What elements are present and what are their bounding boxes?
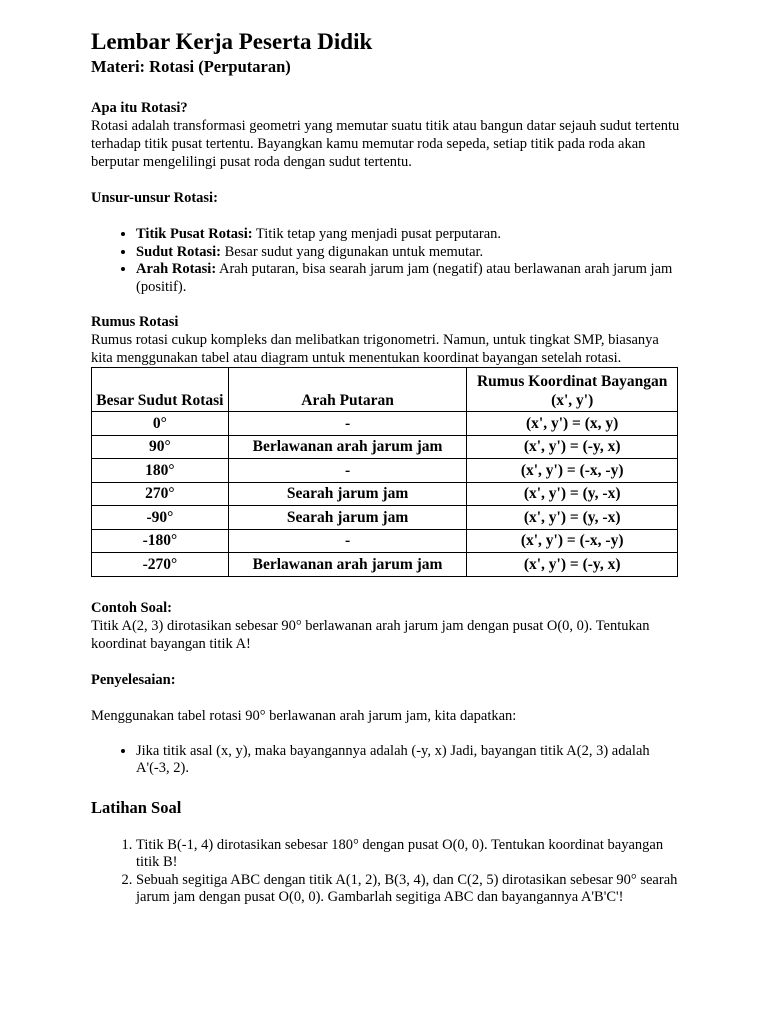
list-item: [136, 244, 681, 262]
solution-heading: Penyelesaian:: [91, 671, 176, 688]
cell-formula: (x', y') = (y, -x): [467, 482, 678, 506]
element-term: Sudut Rotasi:: [136, 243, 222, 260]
table-row: [92, 506, 678, 530]
element-desc: Besar sudut yang digunakan untuk memutar.: [221, 243, 484, 260]
table-row: [92, 412, 678, 436]
cell-direction: Berlawanan arah jarum jam: [228, 553, 467, 577]
page-title: Lembar Kerja Peserta Didik: [91, 29, 373, 54]
formula-heading: Rumus Rotasi: [91, 314, 179, 330]
cell-angle: -180°: [92, 529, 229, 553]
list-item: • Jika titik asal (x, y), maka bayangannya adalah (-y, x) Jadi, bayangan titik A(2, 3) adalah A'(-3, 2).: [136, 743, 681, 778]
page-subtitle: Materi: Rotasi (Perputaran): [91, 57, 291, 76]
cell-angle: 270°: [92, 482, 229, 506]
table-header-row: [92, 368, 678, 412]
table-row: [92, 459, 678, 483]
list-item: 1. Titik B(-1, 4) dirotasikan sebesar 180° dengan pusat O(0, 0). Tentukan koordinat bayangan titik B!: [136, 837, 681, 872]
cell-formula: (x', y') = (-y, x): [467, 435, 678, 459]
table-row: [92, 435, 678, 459]
worksheet-page: [91, 28, 681, 907]
cell-angle: -270°: [92, 553, 229, 577]
element-term: Arah Rotasi:: [136, 261, 217, 277]
intro-heading: Apa itu Rotasi?: [91, 100, 188, 116]
list-item: 2. Sebuah segitiga ABC dengan titik A(1, 2), B(3, 4), dan C(2, 5) dirotasikan sebesar 90° searah jarum jam dengan pusat O(0, 0). Gambarlah segitiga ABC dan bayangannya A'B'C'!: [136, 872, 681, 907]
cell-direction: -: [228, 529, 467, 553]
cell-angle: 90°: [92, 435, 229, 459]
cell-formula: (x', y') = (y, -x): [467, 506, 678, 530]
cell-formula: (x', y') = (x, y): [467, 412, 678, 436]
exercises-list: [91, 837, 681, 907]
element-desc: Titik tetap yang menjadi pusat perputaran.: [252, 226, 502, 242]
cell-angle: 0°: [92, 412, 229, 436]
cell-formula: (x', y') = (-y, x): [467, 553, 678, 577]
element-term: Titik Pusat Rotasi:: [136, 226, 253, 242]
table-row: [92, 529, 678, 553]
cell-direction: -: [228, 459, 467, 483]
list-item: [136, 261, 681, 296]
intro-text: Rotasi adalah transformasi geometri yang memutar suatu titik atau bangun datar sejauh sudut tertentu terhadap titik pusat tertentu. Bayangkan kamu memutar roda sepeda, setiap titik pada roda akan berputar mengelilingi pusat roda dengan sudut tertentu.: [91, 118, 680, 170]
header-angle: Besar Sudut Rotasi: [92, 368, 229, 412]
cell-direction: Searah jarum jam: [228, 482, 467, 506]
cell-direction: -: [228, 412, 467, 436]
element-desc: Arah putaran, bisa searah jarum jam (negatif) atau berlawanan arah jarum jam (positif).: [136, 261, 673, 295]
rotation-table: [91, 367, 678, 577]
table-row: [92, 553, 678, 577]
example-text: Titik A(2, 3) dirotasikan sebesar 90° berlawanan arah jarum jam dengan pusat O(0, 0). Tentukan koordinat bayangan titik A!: [91, 617, 650, 652]
example-heading: Contoh Soal:: [91, 599, 172, 616]
cell-formula: (x', y') = (-x, -y): [467, 529, 678, 553]
table-row: [92, 482, 678, 506]
exercises-heading: Latihan Soal: [91, 797, 182, 817]
elements-list: [91, 226, 681, 296]
header-formula: Rumus Koordinat Bayangan (x', y'): [467, 368, 678, 412]
cell-direction: Searah jarum jam: [228, 506, 467, 530]
cell-formula: (x', y') = (-x, -y): [467, 459, 678, 483]
cell-angle: -90°: [92, 506, 229, 530]
cell-angle: 180°: [92, 459, 229, 483]
solution-text: Menggunakan tabel rotasi 90° berlawanan arah jarum jam, kita dapatkan:: [91, 707, 517, 724]
header-direction: Arah Putaran: [228, 368, 467, 412]
solution-list: [91, 743, 681, 778]
formula-text: Rumus rotasi cukup kompleks dan melibatkan trigonometri. Namun, untuk tingkat SMP, biasanya kita menggunakan tabel atau diagram untuk menentukan koordinat bayangan setelah rotasi.: [91, 332, 659, 366]
elements-heading: Unsur-unsur Rotasi:: [91, 190, 218, 206]
cell-direction: Berlawanan arah jarum jam: [228, 435, 467, 459]
list-item: [136, 226, 681, 244]
